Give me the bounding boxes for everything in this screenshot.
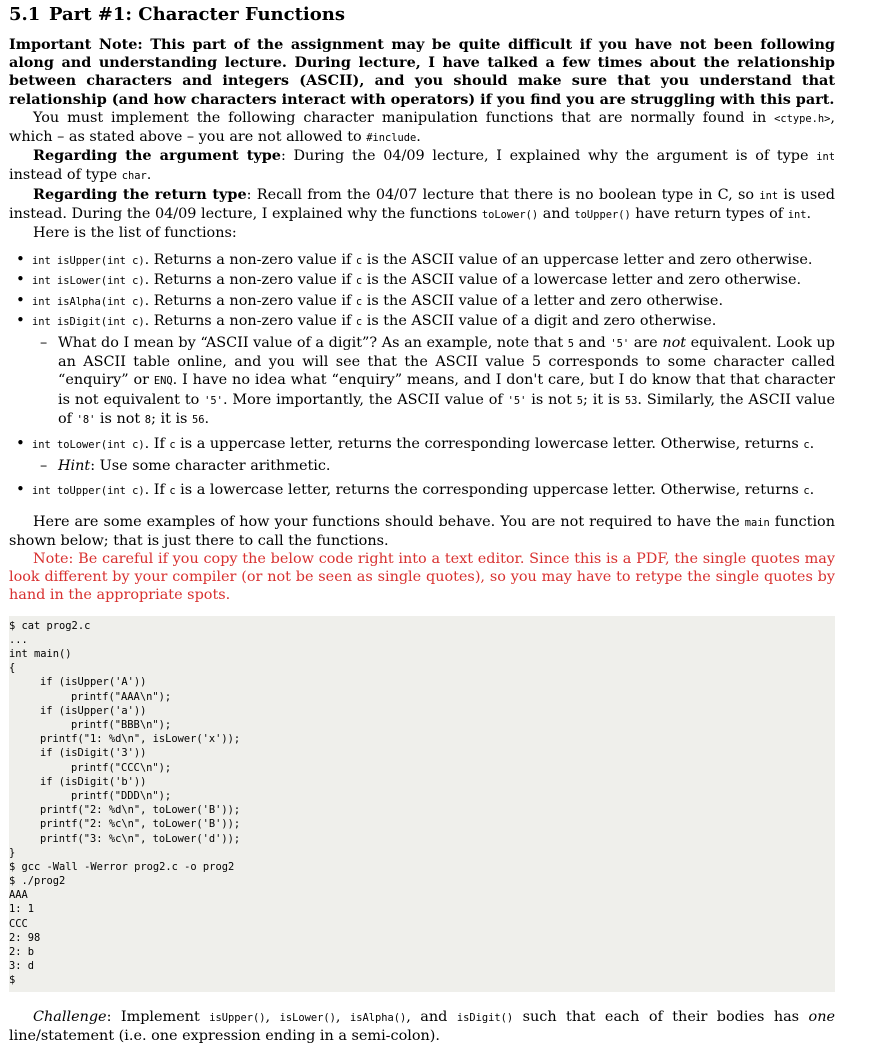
important-note: Important Note: This part of the assignment may be quite difficult if you have not been following along and understanding lecture. During lecture, I have talked a few times about the relationship between characters and integers (ASCII), and you should make sure that you understand that relationship (and how characters interact with operators) if you find you are struggling with this part. — [9, 36, 835, 108]
code-line: CCC — [9, 917, 28, 930]
list-item: • int isAlpha(int c). Returns a non-zero value if c is the ASCII value of a letter and zero otherwise. — [32, 292, 835, 311]
code-line: printf("DDD\n"); — [71, 789, 172, 802]
list-item: • int isLower(int c). Returns a non-zero value if c is the ASCII value of a lowercase letter and zero otherwise. — [32, 271, 835, 290]
hint: – Hint: Use some character arithmetic. — [58, 457, 835, 475]
intro-paragraph: You must implement the following character manipulation functions that are normally found in <ctype.h>, which – as stated above – you are not allowed to #include. — [9, 109, 835, 146]
code-line: int main() — [9, 648, 72, 661]
function-list — [9, 251, 835, 500]
code-line: printf("CCC\n"); — [71, 761, 172, 774]
code-line: { — [9, 662, 16, 675]
code-line: 2: 98 — [9, 931, 41, 944]
list-item: • int isUpper(int c). Returns a non-zero value if c is the ASCII value of an uppercase letter and zero otherwise. — [32, 251, 835, 270]
code-line: printf("BBB\n"); — [71, 719, 172, 731]
hint-list — [32, 457, 835, 475]
list-item: • int toLower(int c). If c is a uppercase letter, returns the corresponding lowercase letter. Otherwise, returns c. – Hint: Use some character arithmetic. — [32, 435, 835, 475]
code-line: printf("1: %d\n", isLower('x')); — [40, 733, 241, 746]
list-intro: Here is the list of functions: — [33, 225, 237, 242]
code-line: $ cat prog2.c — [9, 619, 91, 632]
code-line: ... — [9, 633, 28, 646]
code-line: 2: b — [9, 946, 35, 958]
digit-note-list — [32, 334, 835, 429]
red-note: Note: Be careful if you copy the below code right into a text editor. Since this is a PDF, the single quotes may look different by your compiler (or not be seen as single quotes), so you may have to retype the single quotes by hand in the appropriate spots. — [9, 551, 835, 604]
document-page — [9, 4, 835, 1045]
list-item: • int toUpper(int c). If c is a lowercase letter, returns the corresponding uppercase letter. Otherwise, returns c. — [32, 481, 835, 500]
code-line: 3: d — [9, 960, 35, 973]
code-line: } — [9, 846, 16, 859]
code-line: if (isUpper('a')) — [40, 704, 147, 717]
code-line: if (isDigit('3')) — [40, 747, 147, 760]
list-item: • int isDigit(int c). Returns a non-zero value if c is the ASCII value of a digit and zero otherwise. – What do I mean by “ASCII value of a digit”? As an example, note that 5 and '5' are not equivalent. Look up an ASCII table online, and you will see that the ASCII value 5 corresponds to some character called “enquiry” or ENQ. I have no idea what “enquiry” means, and I don't care, but I do know that that character is not equivalent to '5'. More importantly, the ASCII value of '5' is not 5; it is 53. Similarly, the ASCII value of '8' is not 8; it is 56. — [32, 312, 835, 429]
argument-type-paragraph: Regarding the argument type: During the 04/09 lecture, I explained why the argument is of type int instead of type char. — [9, 147, 835, 184]
code-block — [9, 616, 835, 992]
code-line: AAA — [9, 889, 28, 902]
section-title: Part #1: Character Functions — [49, 4, 345, 25]
code-line: printf("3: %c\n", toLower('d')); — [40, 832, 241, 845]
return-type-paragraph: Regarding the return type: Recall from the 04/07 lecture that there is no boolean type in C, so int is used instead. During the 04/09 lecture, I explained why the functions toLower() and toUpper() have return types of int. — [9, 185, 835, 222]
section-heading — [9, 4, 835, 26]
code-line: $ gcc -Wall -Werror prog2.c -o prog2 — [9, 860, 235, 873]
code-line: printf("AAA\n"); — [71, 690, 172, 703]
examples-paragraph: Here are some examples of how your functions should behave. You are not required to have the main function shown below; that is just there to call the functions. — [9, 513, 835, 549]
code-line: printf("2: %c\n", toLower('B')); — [40, 818, 241, 831]
code-line: if (isDigit('b')) — [40, 775, 147, 788]
section-number: 5.1 — [9, 4, 41, 25]
challenge-paragraph: Challenge: Implement isUpper(), isLower(), isAlpha(), and isDigit() such that each of their bodies has one line/statement (i.e. one expression ending in a semi-colon). — [9, 1008, 835, 1044]
code-line: printf("2: %d\n", toLower('B')); — [40, 804, 241, 817]
code-line: 1: 1 — [9, 903, 35, 916]
code-line: $ — [9, 974, 16, 987]
code-line: $ ./prog2 — [9, 875, 66, 888]
digit-note: – What do I mean by “ASCII value of a digit”? As an example, note that 5 and '5' are not equivalent. Look up an ASCII table online, and you will see that the ASCII value 5 corresponds to some character called “enquiry” or ENQ. I have no idea what “enquiry” means, and I don't care, but I do know that that character is not equivalent to '5'. More importantly, the ASCII value of '5' is not 5; it is 53. Similarly, the ASCII value of '8' is not 8; it is 56. — [58, 334, 835, 429]
code-line: if (isUpper('A')) — [40, 676, 147, 689]
